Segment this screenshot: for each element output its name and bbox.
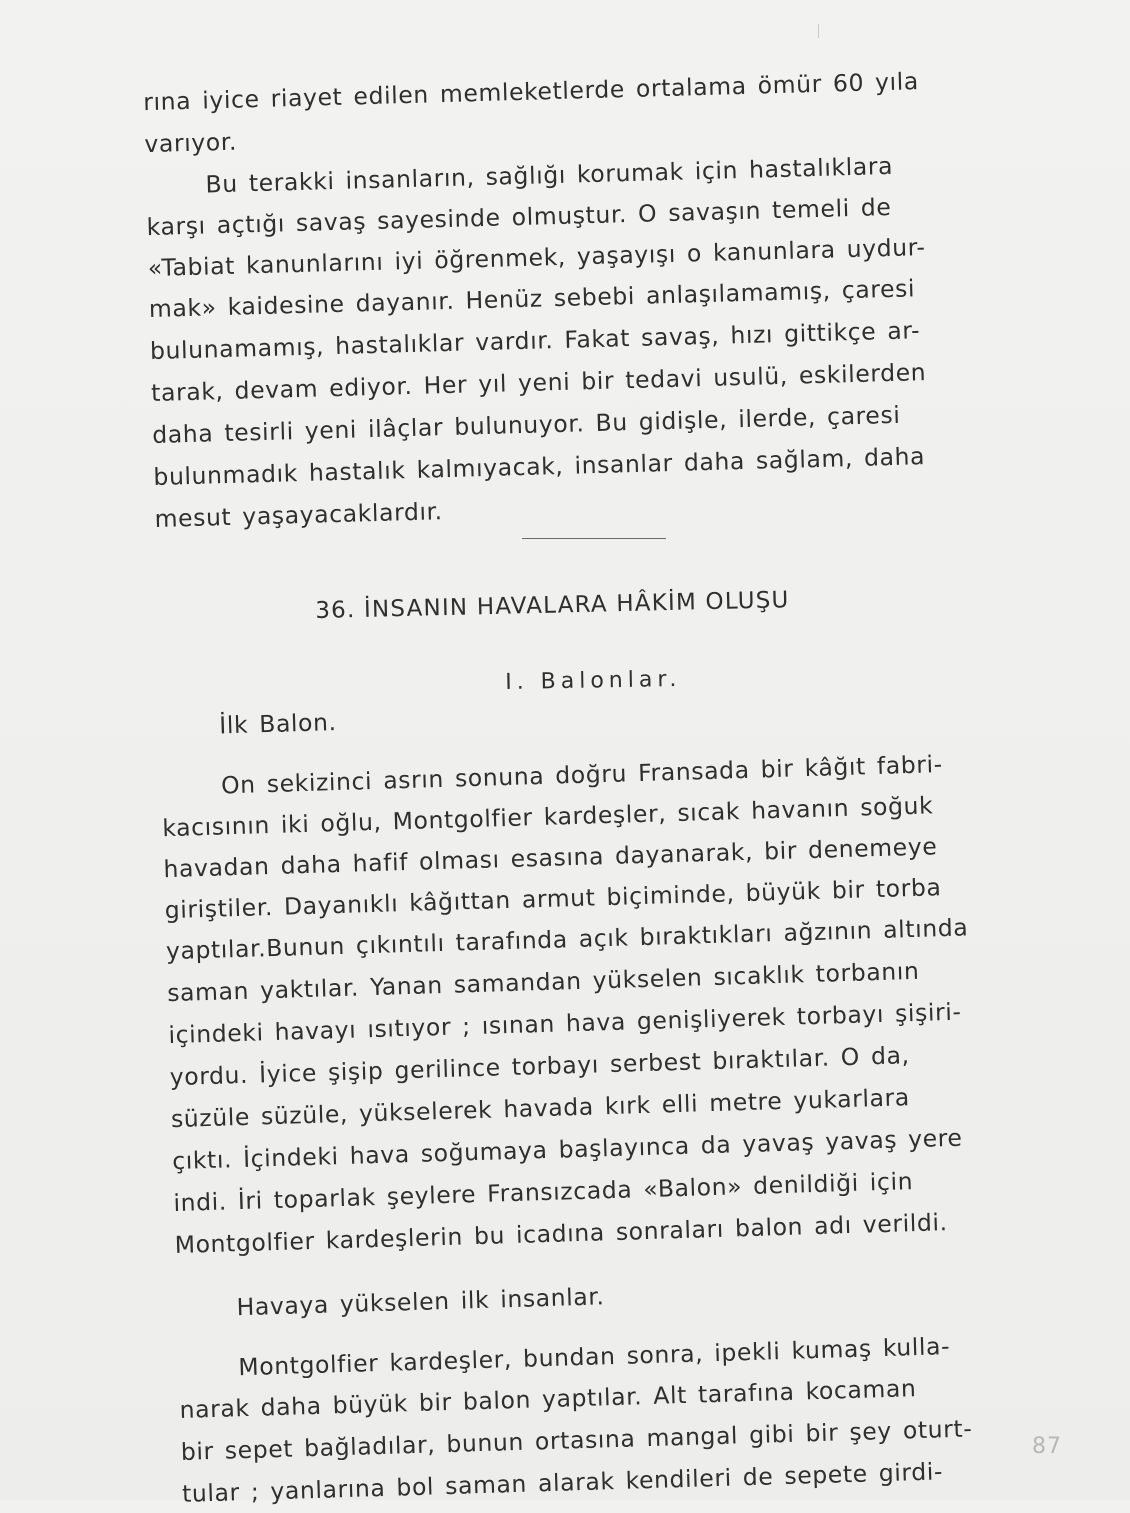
margin-mark	[818, 24, 819, 38]
text-line: tular ; yanlarına bol saman alarak kendileri de sepete girdi-	[181, 1457, 944, 1508]
text-line: On sekizinci asrın sonuna doğru Fransada bir kâğıt fabri-	[220, 750, 944, 800]
text-line: mak» kaidesine dayanır. Henüz sebebi anlaşılamamış, çaresi	[148, 274, 916, 324]
text-line: indi. İri toparlak şeylere Fransızcada «Balon» denildiği için	[173, 1167, 914, 1218]
text-line: Montgolfier kardeşlerin bu icadına sonraları balon adı verildi.	[174, 1208, 948, 1260]
paragraph-label: İlk Balon.	[218, 708, 338, 740]
subsection-heading: I. Balonlar.	[505, 666, 682, 695]
text-line: «Tabiat kanunlarını iyi öğrenmek, yaşayışı o kanunlara uydur-	[147, 233, 926, 283]
text-line: bulunmadık hastalık kalmıyacak, insanlar daha sağlam, daha	[153, 442, 926, 491]
text-line: narak daha büyük bir balon yaptılar. Alt tarafına kocaman	[179, 1374, 917, 1424]
page-number: 87	[1032, 1434, 1062, 1459]
top-paragraph	[0, 61, 1130, 533]
text-line: çıktı. İçindeki hava soğumaya başlayınca da yavaş yavaş yere	[171, 1123, 963, 1176]
section-heading: 36. İNSANIN HAVALARA HÂKİM OLUŞU	[315, 587, 790, 624]
text-line: havadan daha hafif olması esasına dayanarak, bir denemeye	[163, 832, 938, 884]
text-line: karşı açtığı savaş sayesinde olmuştur. O savaşın temeli de	[146, 192, 892, 242]
text-line: daha tesirli yeni ilâçlar bulunuyor. Bu gidişle, ilerde, çaresi	[151, 400, 901, 449]
text-line: saman yaktılar. Yanan samandan yükselen sıcaklık torbanın	[166, 956, 920, 1008]
text-line: bir sepet bağladılar, bunun ortasına mangal gibi bir şey oturt-	[180, 1414, 973, 1466]
paragraph-label: Havaya yükselen ilk insanlar.	[236, 1282, 605, 1322]
text-line: içindeki havayı ısıtıyor ; ısınan hava genişliyerek torbayı şişiri-	[168, 997, 962, 1050]
text-line: mesut yaşayacaklardır.	[154, 497, 444, 533]
section-divider	[522, 538, 666, 539]
text-line: yordu. İyice şişip gerilince torbayı serbest bıraktılar. O da,	[169, 1041, 910, 1092]
text-line: rına iyice riayet edilen memleketlerde ortalama ömür 60 yıla	[142, 67, 920, 117]
text-line: Bu terakki insanların, sağlığı korumak için hastalıklara	[205, 151, 894, 199]
text-line: yaptılar.Bunun çıkıntılı tarafında açık bıraktıkları ağzının altında	[165, 913, 969, 966]
text-line: tarak, devam ediyor. Her yıl yeni bir tedavi usulü, eskilerden	[150, 358, 927, 408]
text-line: bulunamamış, hastalıklar vardır. Fakat savaş, hızı gittikçe ar-	[149, 316, 921, 366]
text-line: kacısının iki oğlu, Montgolfier kardeşler, sıcak havanın soğuk	[161, 791, 934, 843]
text-line: Montgolfier kardeşler, bundan sonra, ipekli kumaş kulla-	[237, 1332, 951, 1382]
text-line: varıyor.	[144, 127, 238, 159]
text-line: giriştiler. Dayanıklı kâğıttan armut biçiminde, büyük bir torba	[164, 873, 942, 925]
text-line: süzüle süzüle, yükselerek havada kırk elli metre yukarlara	[170, 1083, 911, 1134]
